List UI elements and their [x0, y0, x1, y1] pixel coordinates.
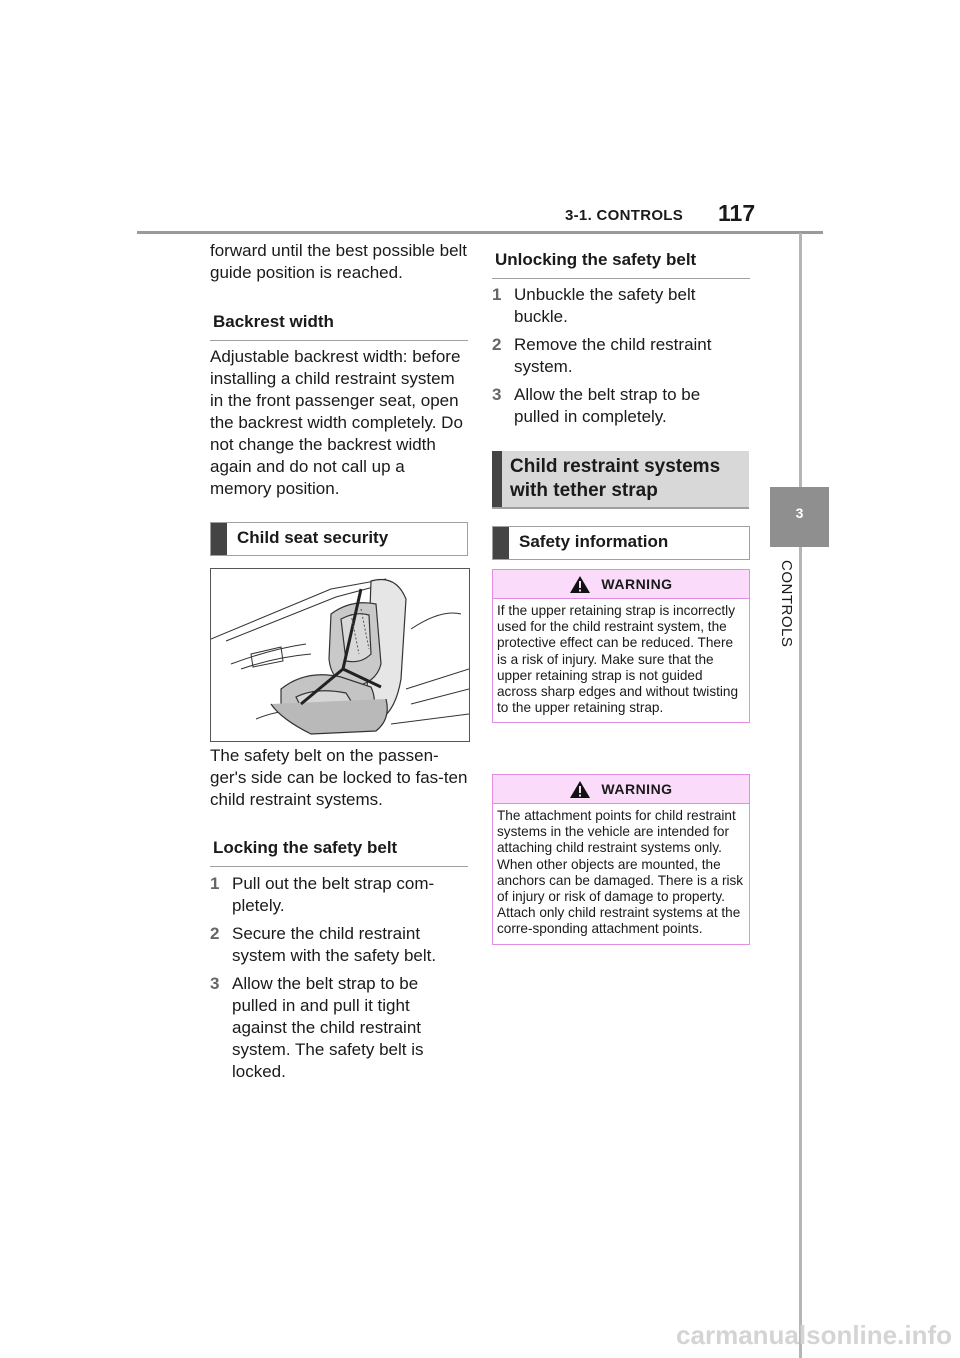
header-rule	[137, 231, 823, 234]
child-seat-illustration	[210, 568, 470, 742]
heading-bar	[492, 451, 502, 507]
warning-text: The attachment points for child restraint systems in the vehicle are intended for attaching child restraint systems only. When other objects are mounted, the anchors can be damaged. There is a risk of injury or risk of damage to property. Attach only child restraint systems at the corre-sponding attachment points.	[497, 808, 744, 937]
child-seat-drawing	[211, 569, 469, 741]
watermark: carmanualsonline.info	[676, 1320, 952, 1350]
unlocking-step	[492, 334, 732, 378]
backrest-text: Adjustable backrest width: before installing a child restraint system in the front passenger seat, open the backrest width completely. Do not change the backrest width again and do not call up a memory position.	[210, 347, 463, 498]
step-number: 1	[210, 874, 220, 893]
intro-text: forward until the best possible belt guide position is reached.	[210, 241, 468, 282]
section-title: 3-1. CONTROLS	[565, 207, 684, 224]
step-number: 1	[492, 285, 502, 304]
child-seat-heading-box	[210, 522, 468, 556]
safety-heading: Safety information	[519, 532, 669, 551]
warning-triangle-icon	[569, 780, 591, 799]
step-text: Remove the child restraint system.	[514, 335, 712, 376]
locking-step	[210, 973, 460, 1083]
warning-header	[493, 775, 749, 804]
step-text: Allow the belt strap to be pulled in completely.	[514, 385, 701, 426]
side-rule	[799, 233, 802, 1358]
chapter-number: 3	[795, 505, 804, 521]
locking-step	[210, 923, 460, 967]
unlocking-step	[492, 284, 732, 328]
child-seat-heading: Child seat security	[237, 528, 389, 547]
warning-box	[492, 569, 750, 723]
locking-heading: Locking the safety belt	[210, 838, 468, 867]
warning-triangle-icon	[569, 575, 591, 594]
step-text: Secure the child restraint system with the safety belt.	[232, 924, 437, 965]
chapter-label: CONTROLS	[778, 560, 795, 648]
safety-heading-box	[492, 526, 750, 560]
locking-steps	[210, 873, 460, 1089]
warning-title: WARNING	[601, 781, 673, 797]
step-number: 2	[210, 924, 220, 943]
unlocking-step	[492, 384, 732, 428]
warning-text: If the upper retaining strap is incorrectly used for the child restraint system, the protective effect can be reduced. There is a risk of injury. Make sure that the upper retaining strap is not guided across sharp edges and without twisting to the upper retaining strap.	[497, 603, 739, 716]
warning-header	[493, 570, 749, 599]
warning-title: WARNING	[601, 576, 673, 592]
step-number: 3	[210, 974, 220, 993]
step-text: Pull out the belt strap com-pletely.	[232, 874, 435, 915]
step-number: 3	[492, 385, 502, 404]
unlocking-heading: Unlocking the safety belt	[492, 250, 750, 279]
step-number: 2	[492, 335, 502, 354]
tether-heading-box	[492, 451, 749, 509]
heading-bar	[211, 523, 227, 555]
step-text: Unbuckle the safety belt buckle.	[514, 285, 696, 326]
page-number: 117	[718, 200, 756, 226]
backrest-heading: Backrest width	[210, 312, 468, 341]
heading-bar	[493, 527, 509, 559]
locking-step	[210, 873, 460, 917]
step-text: Allow the belt strap to be pulled in and pull it tight against the child restraint system. The safety belt is locked.	[232, 974, 424, 1081]
tether-heading: Child restraint systems with tether strap	[510, 456, 721, 501]
warning-box	[492, 774, 750, 945]
child-seat-text: The safety belt on the passen-ger's side can be locked to fas-ten child restraint systems.	[210, 746, 468, 809]
unlocking-steps	[492, 284, 732, 434]
